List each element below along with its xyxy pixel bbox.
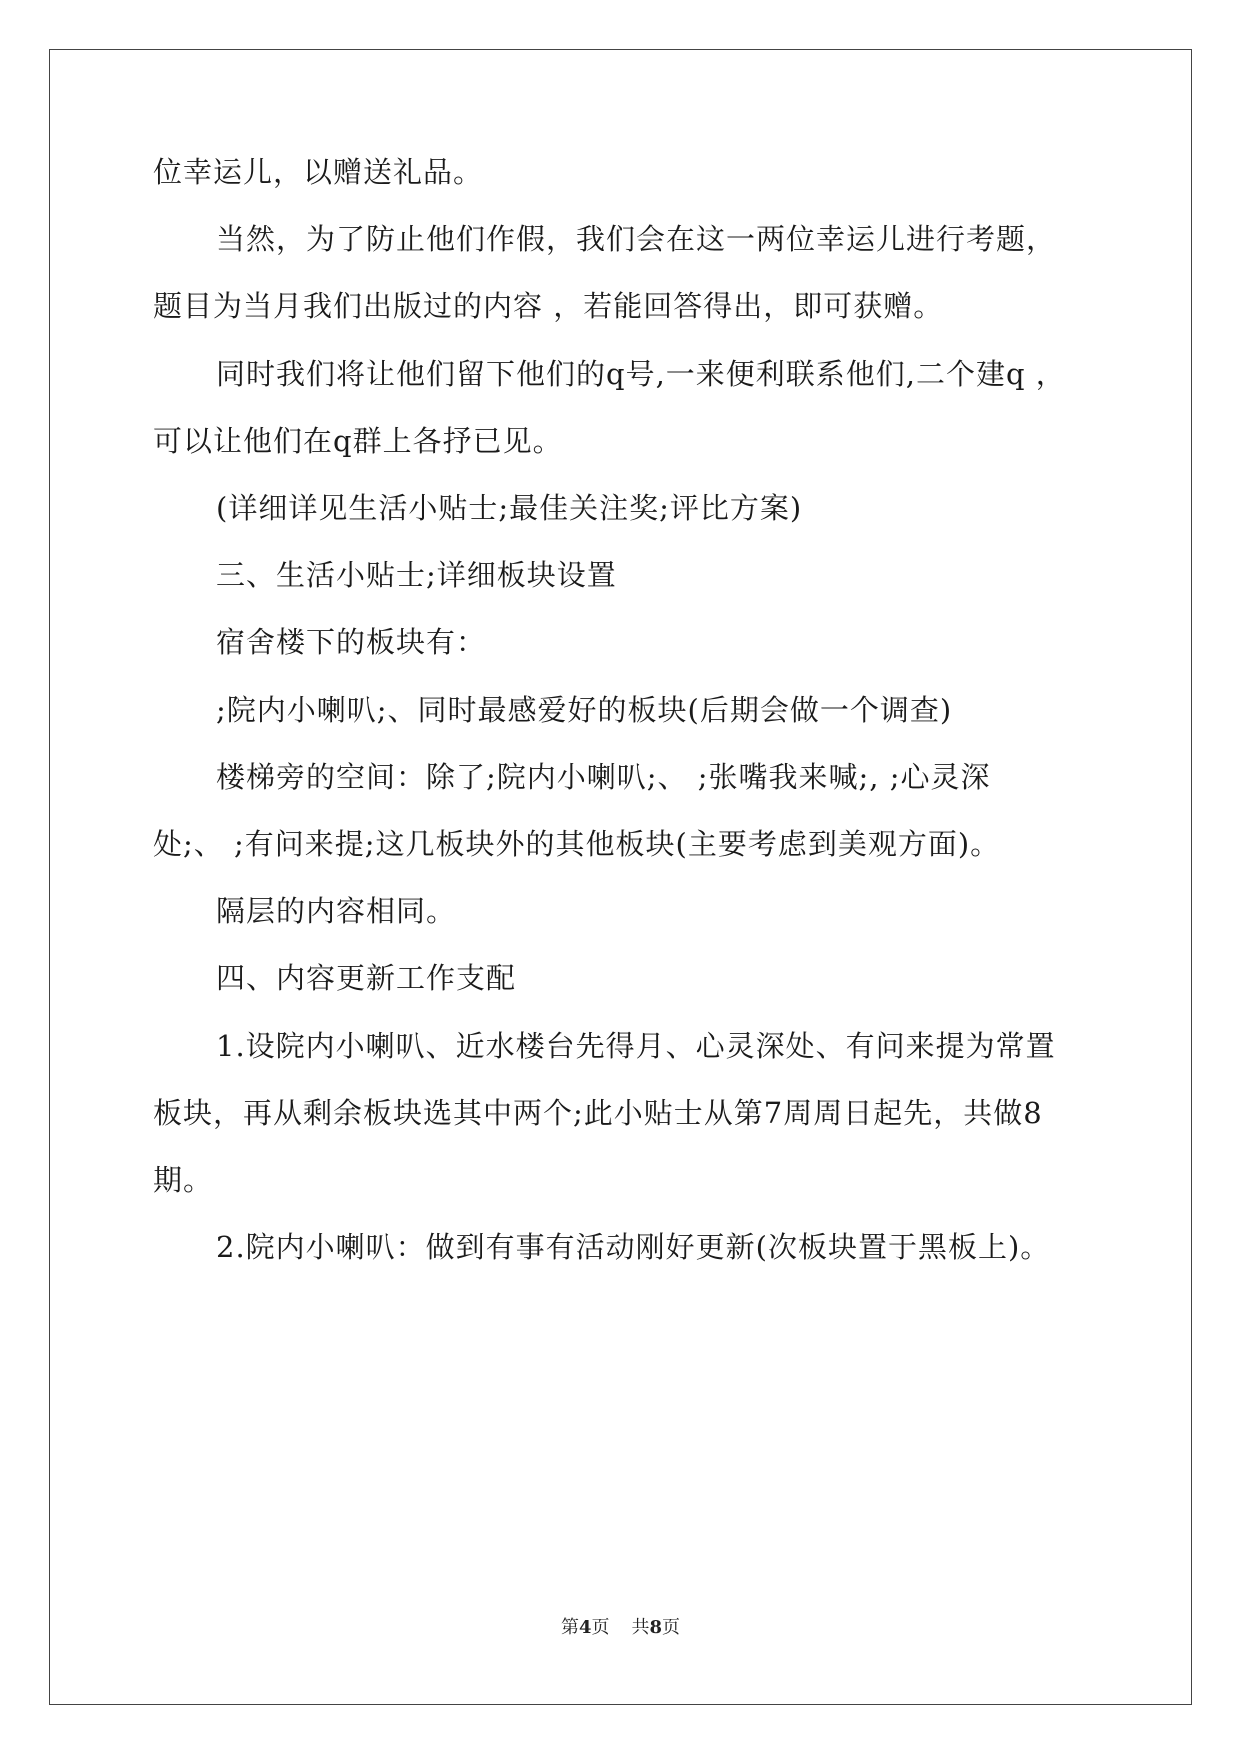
text-line: 1.设院内小喇叭、近水楼台先得月、心灵深处、有问来提为常置: [216, 1029, 1056, 1063]
section-heading: 三、生活小贴士;详细板块设置: [216, 558, 617, 592]
section-heading: 四、内容更新工作支配: [216, 961, 517, 995]
text-line: 板块，再从剩余板块选其中两个;此小贴士从第7周周日起先，共做8: [153, 1096, 1043, 1130]
text-line: 楼梯旁的空间：除了;院内小喇叭;、 ;张嘴我来喊;, ;心灵深: [216, 760, 991, 794]
current-page-number: 4: [578, 1617, 592, 1638]
text-line: 题目为当月我们出版过的内容 ，若能回答得出，即可获赠。: [153, 289, 944, 323]
text-line: 当然，为了防止他们作假，我们会在这一两位幸运儿进行考题，: [216, 222, 1057, 256]
page-footer: [0, 1616, 1241, 1640]
total-page-number: 8: [649, 1617, 663, 1638]
footer-total-suffix: 页: [662, 1617, 681, 1638]
text-line: (详细详见生活小贴士;最佳关注奖;评比方案): [216, 491, 803, 525]
text-line: 同时我们将让他们留下他们的q号,一来便利联系他们,二个建q ，: [216, 357, 1066, 391]
footer-page-suffix: 页: [591, 1617, 610, 1638]
text-line: 期。: [153, 1163, 214, 1197]
text-line: 可以让他们在q群上各抒已见。: [153, 424, 563, 458]
text-line: 宿舍楼下的板块有：: [216, 625, 487, 659]
text-line: 位幸运儿，以赠送礼品。: [153, 155, 484, 189]
text-line: ;院内小喇叭;、同时最感爱好的板块(后期会做一个调查): [216, 693, 953, 727]
footer-total-prefix: 共: [631, 1617, 650, 1638]
text-line: 2.院内小喇叭：做到有事有活动刚好更新(次板块置于黑板上)。: [216, 1230, 1051, 1264]
text-line: 隔层的内容相同。: [216, 894, 457, 928]
footer-prefix: 第: [560, 1617, 579, 1638]
text-line: 处;、 ;有问来提;这几板块外的其他板块(主要考虑到美观方面)。: [153, 827, 1001, 861]
